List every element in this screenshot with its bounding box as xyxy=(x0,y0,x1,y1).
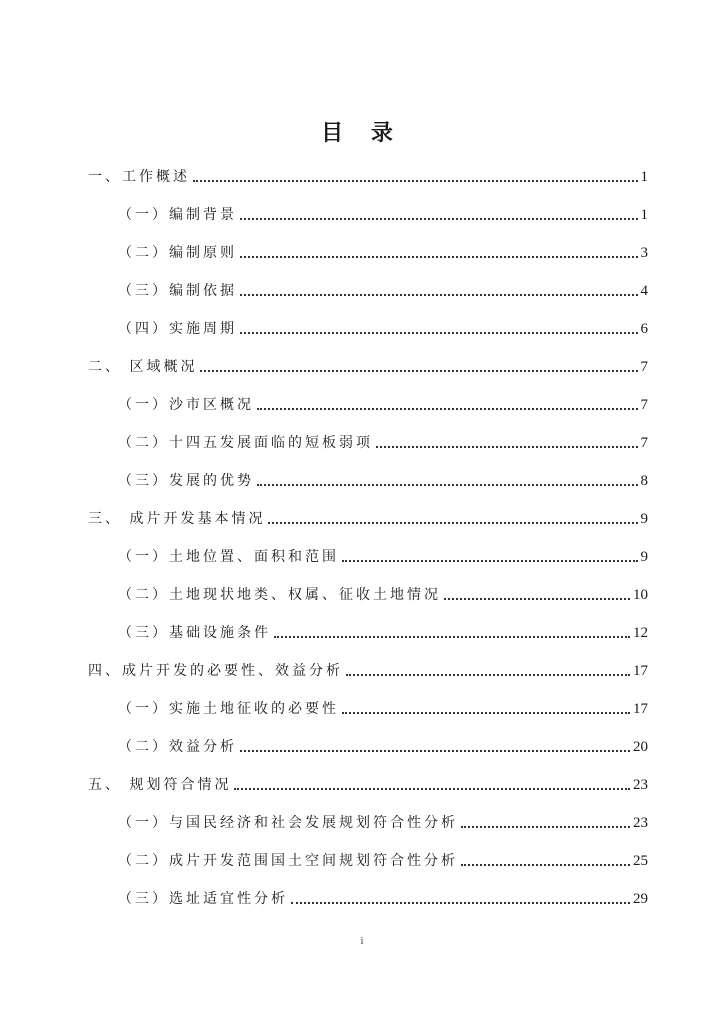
toc-entry[interactable] xyxy=(118,276,648,300)
toc-entry[interactable] xyxy=(118,580,648,604)
toc-entry[interactable] xyxy=(88,770,648,794)
toc-entry-label: （一）实施土地征收的必要性 xyxy=(118,701,339,717)
toc-entry-page: 29 xyxy=(633,891,648,907)
toc-leader-dots xyxy=(346,674,630,676)
toc-entry-page: 9 xyxy=(640,511,648,527)
toc-entry[interactable] xyxy=(118,694,648,718)
toc-leader-dots xyxy=(461,864,630,866)
toc-leader-dots xyxy=(200,370,637,372)
toc-leader-dots xyxy=(240,750,630,752)
toc-entry-label: （一）土地位置、面积和范围 xyxy=(118,549,339,565)
toc-entry-page: 8 xyxy=(640,473,648,489)
toc-entry-page: 7 xyxy=(640,397,648,413)
toc-leader-dots xyxy=(234,788,630,790)
toc-entry-page: 1 xyxy=(640,169,648,185)
toc-entry-label: 三、 成片开发基本情况 xyxy=(88,511,266,527)
toc-entry[interactable] xyxy=(118,238,648,262)
toc-entry[interactable] xyxy=(118,314,648,338)
toc-entry[interactable] xyxy=(118,732,648,756)
toc-entry[interactable] xyxy=(118,618,648,642)
toc-leader-dots xyxy=(274,636,630,638)
toc-entry-page: 4 xyxy=(640,283,648,299)
toc-entry-label: 一、工作概述 xyxy=(88,169,190,185)
toc-leader-dots xyxy=(257,408,638,410)
toc-entry-label: 二、 区域概况 xyxy=(88,359,198,375)
toc-leader-dots xyxy=(461,826,630,828)
toc-entry-label: （三）编制依据 xyxy=(118,283,237,299)
toc-entry-page: 1 xyxy=(640,207,648,223)
toc-entry-page: 7 xyxy=(640,359,648,375)
toc-entry-page: 17 xyxy=(633,663,648,679)
toc-entry-page: 7 xyxy=(640,435,648,451)
toc-entry[interactable] xyxy=(88,656,648,680)
toc-entry-page: 17 xyxy=(633,701,648,717)
toc-entry-page: 6 xyxy=(640,321,648,337)
toc-entry[interactable] xyxy=(118,428,648,452)
toc-leader-dots xyxy=(342,712,630,714)
toc-leader-dots xyxy=(257,484,638,486)
toc-entry-label: （三）发展的优势 xyxy=(118,473,254,489)
toc-entry-label: （一）与国民经济和社会发展规划符合性分析 xyxy=(118,815,458,831)
toc-leader-dots xyxy=(240,256,638,258)
toc-entry-page: 25 xyxy=(633,853,648,869)
toc-entry-label: 四、成片开发的必要性、效益分析 xyxy=(88,663,343,679)
toc-entry-page: 3 xyxy=(640,245,648,261)
toc-entry-page: 20 xyxy=(633,739,648,755)
toc-leader-dots xyxy=(342,560,638,562)
toc-entry-label: 五、 规划符合情况 xyxy=(88,777,232,793)
toc-entry-label: （二）十四五发展面临的短板弱项 xyxy=(118,435,373,451)
toc-entry-label: （二）土地现状地类、权属、征收土地情况 xyxy=(118,587,441,603)
toc-entry-label: （四）实施周期 xyxy=(118,321,237,337)
toc-leader-dots xyxy=(240,294,638,296)
toc-entry-label: （一）沙市区概况 xyxy=(118,397,254,413)
toc-entry-page: 10 xyxy=(633,587,648,603)
toc-entry-page: 9 xyxy=(640,549,648,565)
toc-entry-page: 12 xyxy=(633,625,648,641)
toc-entry-label: （二）成片开发范围国土空间规划符合性分析 xyxy=(118,853,458,869)
toc-entry-label: （一）编制背景 xyxy=(118,207,237,223)
toc-entry-label: （二）效益分析 xyxy=(118,739,237,755)
toc-entry[interactable] xyxy=(88,162,648,186)
toc-entry[interactable] xyxy=(88,352,648,376)
toc-title: 目 录 xyxy=(321,120,403,146)
toc-leader-dots xyxy=(444,598,630,600)
toc-entry[interactable] xyxy=(118,884,648,908)
page-number-footer: i xyxy=(360,936,364,947)
toc-leader-dots xyxy=(240,218,638,220)
toc-entry-label: （三）选址适宜性分析 xyxy=(118,891,288,907)
toc-entry[interactable] xyxy=(118,846,648,870)
toc-entry-label: （二）编制原则 xyxy=(118,245,237,261)
toc-leader-dots xyxy=(376,446,638,448)
toc-leader-dots xyxy=(268,522,637,524)
toc-entry[interactable] xyxy=(118,466,648,490)
toc-entry-page: 23 xyxy=(633,777,648,793)
toc-entry[interactable] xyxy=(118,200,648,224)
toc-entry[interactable] xyxy=(88,504,648,528)
toc-leader-dots xyxy=(193,180,638,182)
toc-entry-label: （三）基础设施条件 xyxy=(118,625,271,641)
toc-leader-dots xyxy=(240,332,638,334)
toc-entry[interactable] xyxy=(118,390,648,414)
toc-leader-dots xyxy=(291,902,630,904)
toc-entry-page: 23 xyxy=(633,815,648,831)
toc-entry[interactable] xyxy=(118,542,648,566)
toc-entry[interactable] xyxy=(118,808,648,832)
